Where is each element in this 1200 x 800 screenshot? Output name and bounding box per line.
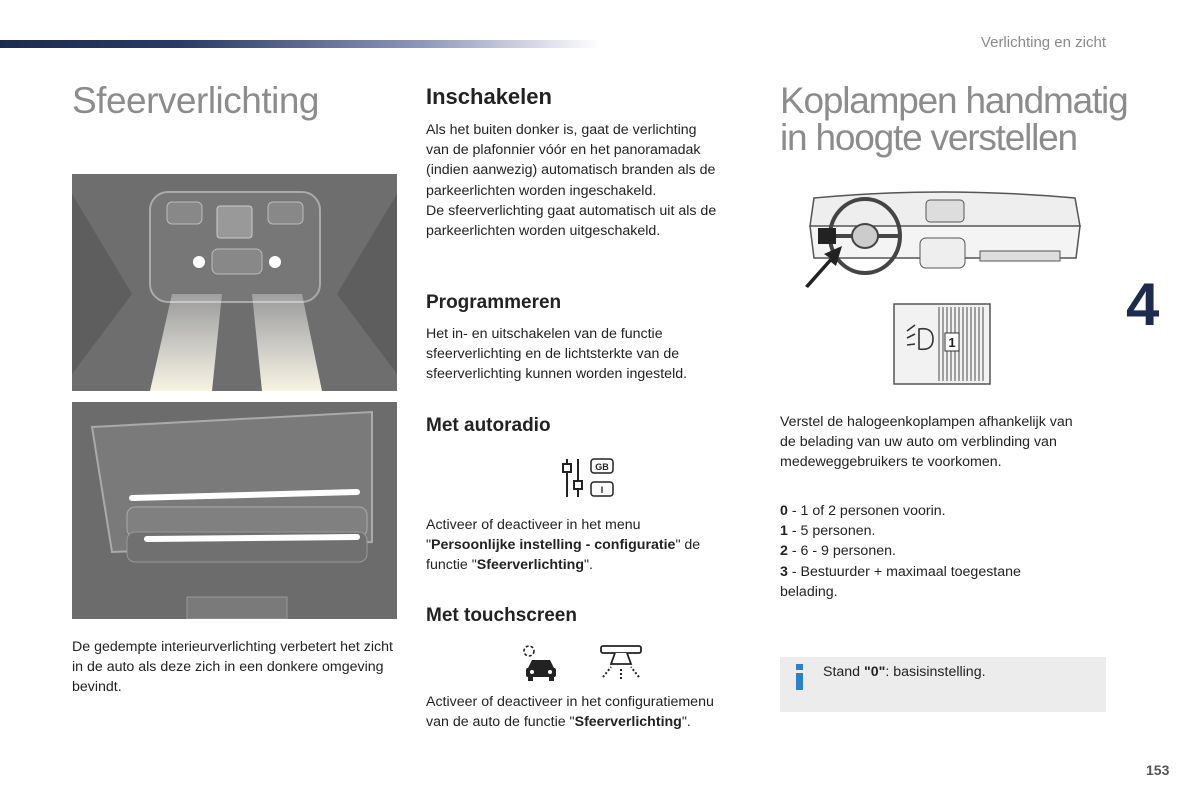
page-number: 153 — [1146, 762, 1170, 778]
section-title: Verlichting en zicht — [980, 34, 1106, 51]
heading-met-autoradio: Met autoradio — [426, 415, 551, 436]
settings-list: 0 - 1 of 2 personen voorin. 1 - 5 personen. 2 - 6 - 9 personen. 3 - Bestuurder + maximaal toegestane belading. — [780, 501, 1120, 602]
setting-3: 3 - Bestuurder + maximaal toegestane — [780, 563, 1021, 580]
ceiling-light-illustration — [72, 174, 397, 391]
touchscreen-text: Activeer of deactiveer in het configuratiemenu van de auto de functie "Sfeerverlichting". — [426, 694, 714, 731]
ambient-light-icon — [597, 642, 645, 682]
section-title-koplampen: Koplampen handmatig in hoogte verstellen — [780, 80, 1128, 158]
radio-icon-label-gb: GB — [595, 462, 609, 472]
page-title: Sfeerverlichting — [72, 80, 320, 121]
setting-0: 0 - 1 of 2 personen voorin. — [780, 503, 946, 519]
headlamp-adjust-switch — [893, 303, 991, 385]
chapter-number: 4 — [1126, 271, 1160, 338]
heading-programmeren: Programmeren — [426, 292, 562, 313]
info-text: Stand "0": basisinstelling. — [823, 664, 986, 680]
header-bar — [0, 40, 600, 48]
autoradio-text: Activeer of deactiveer in het menu "Persoonlijke instelling - configuratie" de functie "Sfeerverlichting". — [426, 517, 701, 574]
info-icon — [795, 664, 805, 690]
heading-inschakelen: Inschakelen — [426, 84, 552, 109]
switch-label: 1 — [948, 335, 956, 350]
programmeren-text: Het in- en uitschakelen van de functie sfeerverlichting en de lichtsterkte van de sfeerverlichting kunnen worden ingesteld. — [426, 326, 688, 383]
heading-met-touchscreen: Met touchscreen — [426, 605, 577, 626]
setting-1: 1 - 5 personen. — [780, 523, 876, 540]
setting-2: 2 - 6 - 9 personen. — [780, 543, 896, 560]
panoramic-roof-illustration — [72, 402, 397, 619]
inschakelen-text: Als het buiten donker is, gaat de verlichting van de plafonnier vóór en het panoramadak (indien aanwezig) automatisch branden als de parkeerlichten worden ingeschakeld. De sfeerverlichting gaat automatisch uit als de parkeerlichten worden uitgeschakeld. — [426, 122, 717, 240]
radio-icon-label-i: I — [600, 485, 604, 495]
koplampen-intro: Verstel de halogeenkoplampen afhankelijk van de belading van uw auto om verblinding van medeweggebruikers te voorkomen. — [780, 414, 1073, 471]
dashboard-illustration — [800, 188, 1082, 294]
car-settings-icon — [520, 642, 562, 682]
left-caption: De gedempte interieurverlichting verbetert het zicht in de auto als deze zich in een donkere omgeving bevindt. — [72, 639, 393, 696]
radio-settings-icon — [561, 455, 617, 501]
